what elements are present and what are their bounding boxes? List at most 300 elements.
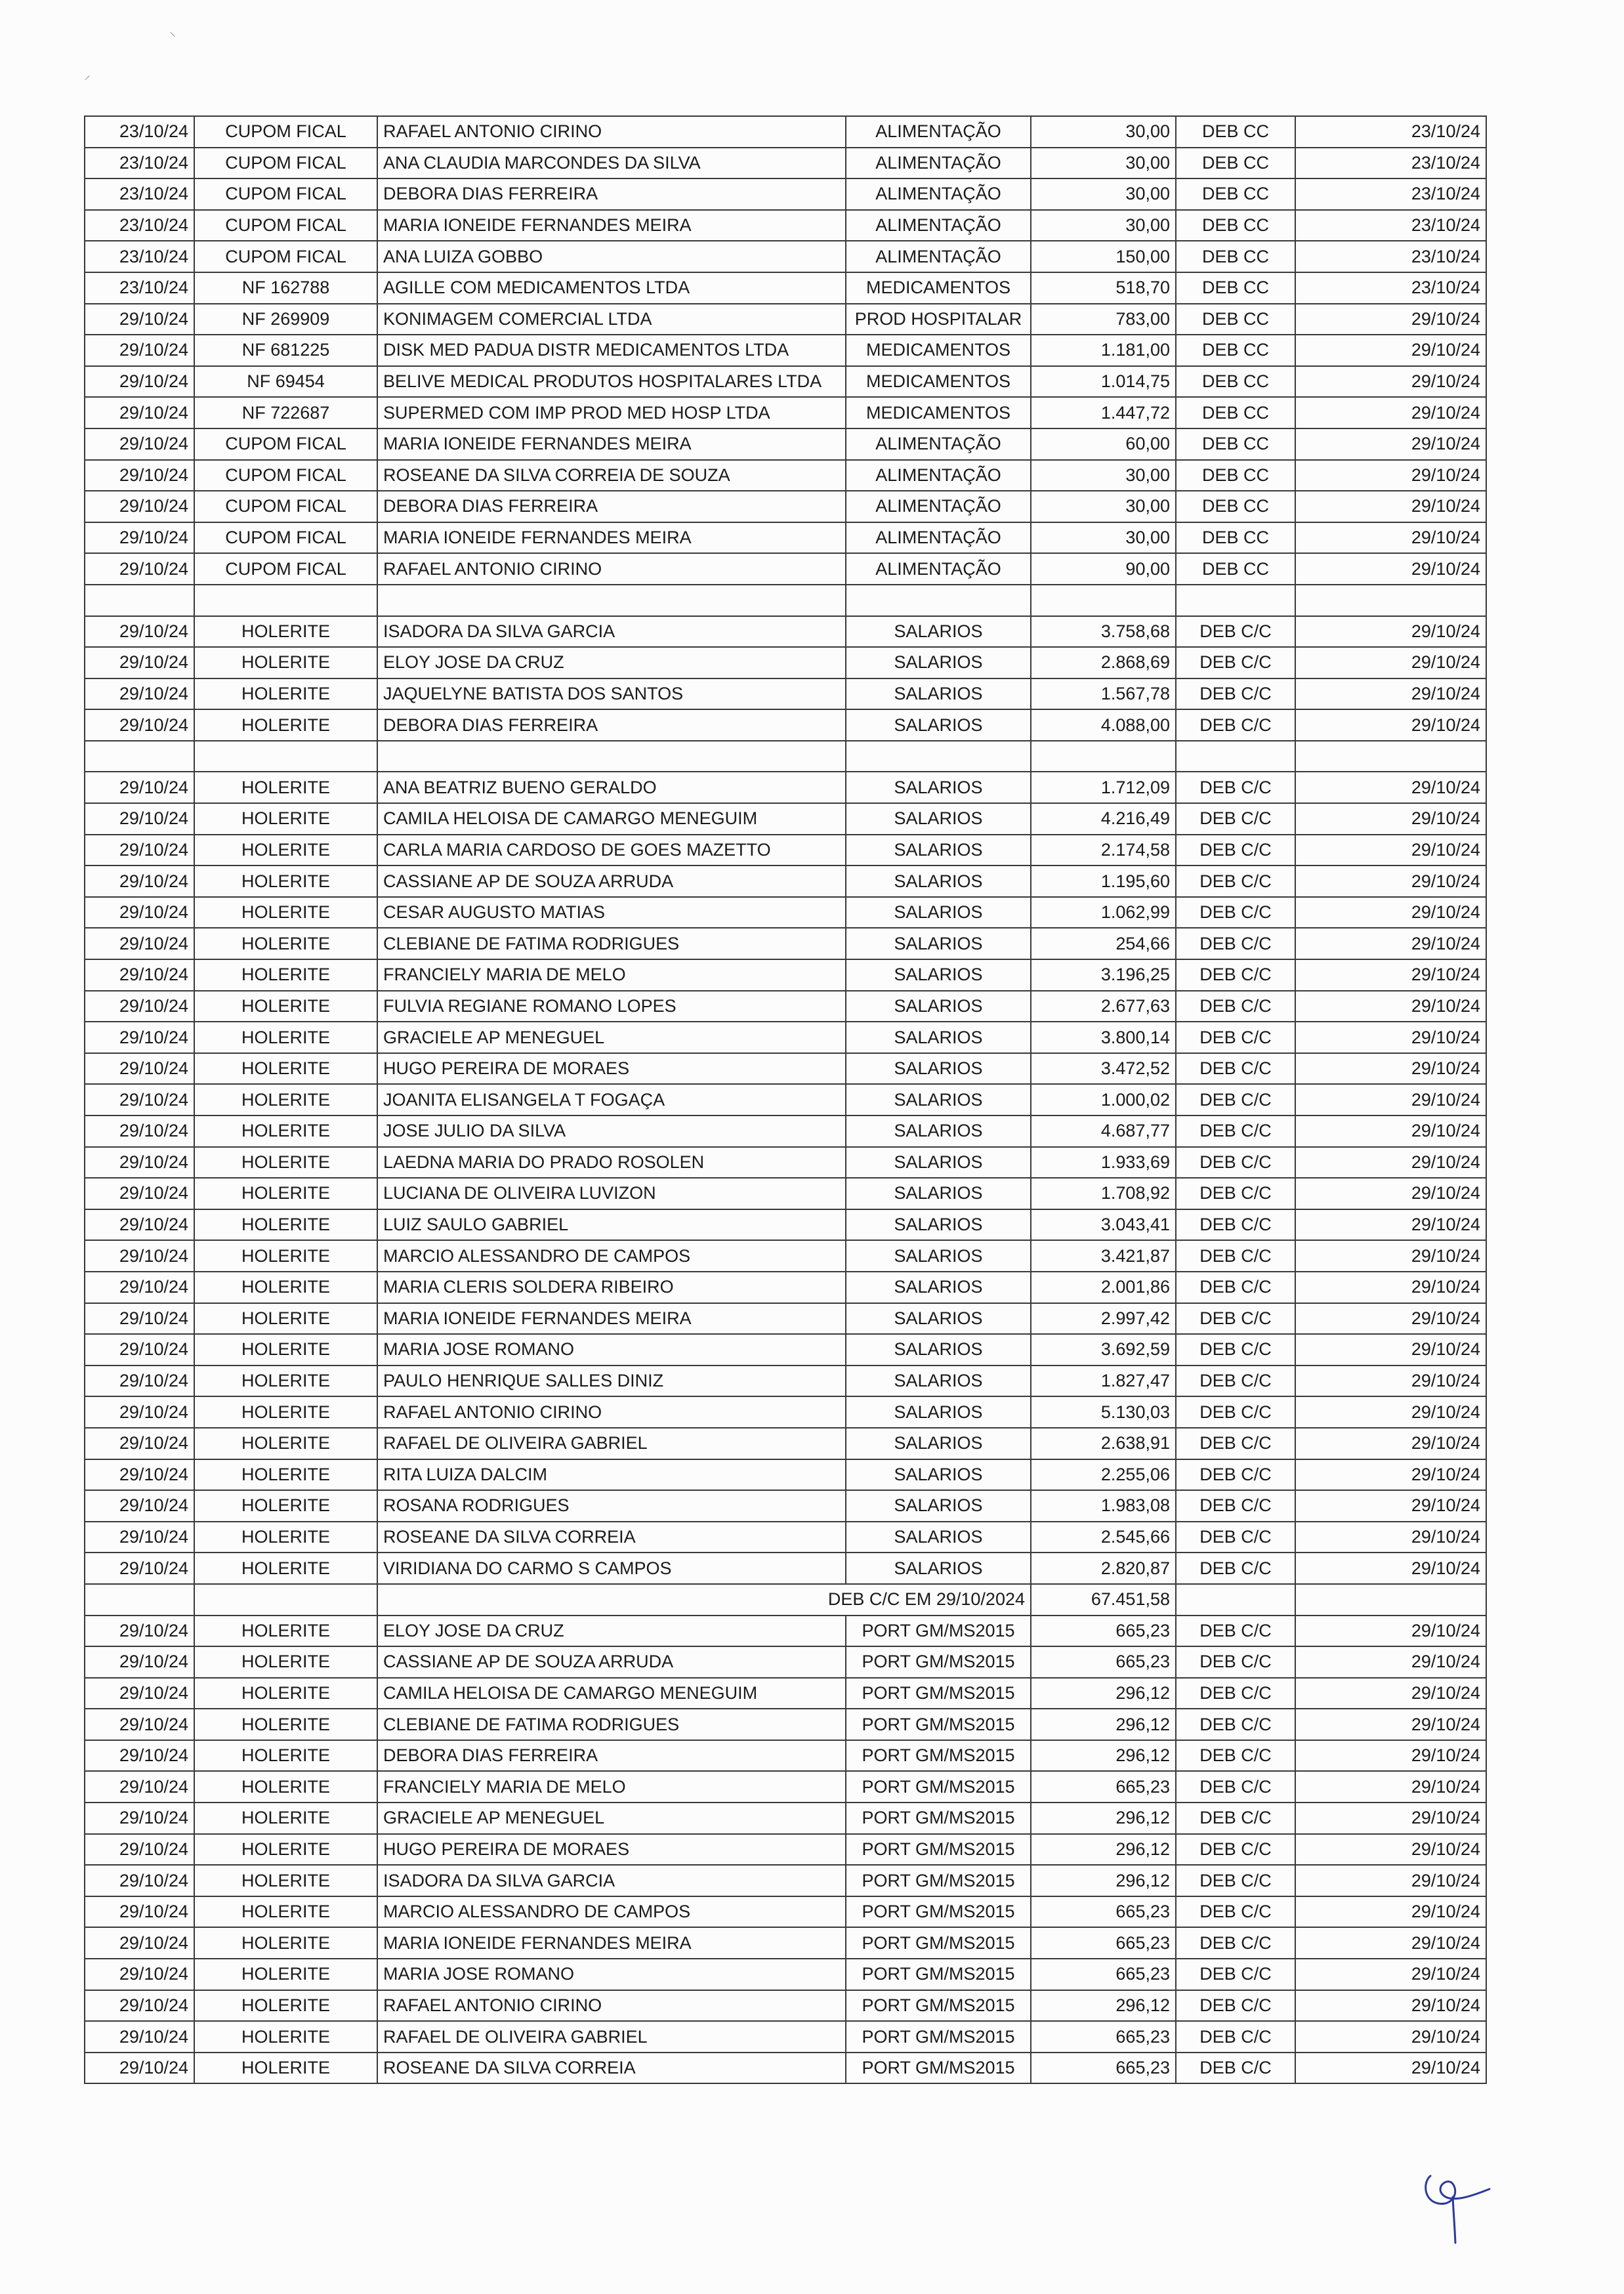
payment-date: 29/10/24 bbox=[1295, 1053, 1486, 1085]
entry-date: 29/10/24 bbox=[85, 803, 194, 835]
expense-category: ALIMENTAÇÃO bbox=[846, 210, 1031, 241]
entry-date: 29/10/24 bbox=[85, 460, 194, 491]
expense-category: SALARIOS bbox=[846, 897, 1031, 928]
payee-name: RAFAEL DE OLIVEIRA GABRIEL bbox=[377, 1428, 846, 1459]
payment-date: 29/10/24 bbox=[1295, 865, 1486, 897]
document-ref: HOLERITE bbox=[194, 678, 377, 710]
payment-type: DEB C/C bbox=[1176, 616, 1295, 648]
payment-type: DEB C/C bbox=[1176, 678, 1295, 710]
entry-date: 29/10/24 bbox=[85, 1240, 194, 1272]
payment-type: DEB C/C bbox=[1176, 1366, 1295, 1397]
payment-type: DEB CC bbox=[1176, 366, 1295, 398]
expense-category: ALIMENTAÇÃO bbox=[846, 553, 1031, 585]
payment-type: DEB C/C bbox=[1176, 803, 1295, 835]
table-row bbox=[85, 1834, 1486, 1866]
amount: 30,00 bbox=[1031, 491, 1176, 522]
amount: 2.174,58 bbox=[1031, 835, 1176, 866]
payment-type: DEB CC bbox=[1176, 428, 1295, 460]
document-ref: HOLERITE bbox=[194, 772, 377, 803]
amount: 254,66 bbox=[1031, 928, 1176, 959]
payment-type: DEB CC bbox=[1176, 178, 1295, 210]
amount: 2.638,91 bbox=[1031, 1428, 1176, 1459]
expense-category: SALARIOS bbox=[846, 1553, 1031, 1584]
document-ref: CUPOM FICAL bbox=[194, 428, 377, 460]
payment-type: DEB C/C bbox=[1176, 1240, 1295, 1272]
amount bbox=[1031, 585, 1176, 616]
document-ref: HOLERITE bbox=[194, 1303, 377, 1335]
payee-name: BELIVE MEDICAL PRODUTOS HOSPITALARES LTDA bbox=[377, 366, 846, 398]
entry-date: 29/10/24 bbox=[85, 1927, 194, 1959]
payment-type: DEB C/C bbox=[1176, 647, 1295, 678]
document-ref: HOLERITE bbox=[194, 1709, 377, 1740]
amount: 665,23 bbox=[1031, 1616, 1176, 1647]
payment-type: DEB C/C bbox=[1176, 835, 1295, 866]
entry-date: 29/10/24 bbox=[85, 772, 194, 803]
entry-date: 29/10/24 bbox=[85, 835, 194, 866]
amount: 296,12 bbox=[1031, 1990, 1176, 2022]
table-row bbox=[85, 1209, 1486, 1241]
payment-date: 29/10/24 bbox=[1295, 460, 1486, 491]
expense-category: PORT GM/MS2015 bbox=[846, 1616, 1031, 1647]
payment-date: 29/10/24 bbox=[1295, 1272, 1486, 1303]
payment-type: DEB C/C bbox=[1176, 928, 1295, 959]
table-row bbox=[85, 897, 1486, 928]
amount: 2.677,63 bbox=[1031, 991, 1176, 1022]
payee-name: LUCIANA DE OLIVEIRA LUVIZON bbox=[377, 1178, 846, 1209]
amount: 296,12 bbox=[1031, 1803, 1176, 1834]
amount: 3.758,68 bbox=[1031, 616, 1176, 648]
payee-name: PAULO HENRIQUE SALLES DINIZ bbox=[377, 1366, 846, 1397]
payment-type: DEB C/C bbox=[1176, 1209, 1295, 1241]
entry-date: 29/10/24 bbox=[85, 1147, 194, 1178]
payment-type: DEB C/C bbox=[1176, 959, 1295, 991]
payment-date: 29/10/24 bbox=[1295, 1428, 1486, 1459]
payment-date: 29/10/24 bbox=[1295, 553, 1486, 585]
amount: 4.216,49 bbox=[1031, 803, 1176, 835]
payee-name: CARLA MARIA CARDOSO DE GOES MAZETTO bbox=[377, 835, 846, 866]
table-row bbox=[85, 1147, 1486, 1178]
amount: 1.712,09 bbox=[1031, 772, 1176, 803]
table-row bbox=[85, 1678, 1486, 1709]
payment-date: 29/10/24 bbox=[1295, 1147, 1486, 1178]
document-ref: CUPOM FICAL bbox=[194, 522, 377, 554]
amount: 4.088,00 bbox=[1031, 709, 1176, 741]
amount: 1.181,00 bbox=[1031, 335, 1176, 366]
entry-date: 29/10/24 bbox=[85, 1022, 194, 1053]
payment-date: 29/10/24 bbox=[1295, 522, 1486, 554]
amount: 665,23 bbox=[1031, 2021, 1176, 2053]
payment-type: DEB C/C bbox=[1176, 1896, 1295, 1928]
payment-type: DEB C/C bbox=[1176, 1990, 1295, 2022]
payment-type: DEB C/C bbox=[1176, 1834, 1295, 1866]
document-ref: HOLERITE bbox=[194, 1959, 377, 1990]
payee-name: ELOY JOSE DA CRUZ bbox=[377, 1616, 846, 1647]
amount: 2.545,66 bbox=[1031, 1522, 1176, 1553]
payee-name: CLEBIANE DE FATIMA RODRIGUES bbox=[377, 1709, 846, 1740]
document-ref: NF 162788 bbox=[194, 272, 377, 304]
amount: 30,00 bbox=[1031, 178, 1176, 210]
payment-date: 29/10/24 bbox=[1295, 428, 1486, 460]
entry-date: 29/10/24 bbox=[85, 1178, 194, 1209]
amount: 1.827,47 bbox=[1031, 1366, 1176, 1397]
document-ref: HOLERITE bbox=[194, 928, 377, 959]
empty-cell bbox=[1295, 1584, 1486, 1616]
amount: 1.062,99 bbox=[1031, 897, 1176, 928]
payee-name: JOANITA ELISANGELA T FOGAÇA bbox=[377, 1084, 846, 1116]
amount: 1.195,60 bbox=[1031, 865, 1176, 897]
document-ref: CUPOM FICAL bbox=[194, 116, 377, 148]
payment-date: 29/10/24 bbox=[1295, 1959, 1486, 1990]
payment-date: 29/10/24 bbox=[1295, 1740, 1486, 1772]
entry-date: 29/10/24 bbox=[85, 1428, 194, 1459]
payment-date: 29/10/24 bbox=[1295, 616, 1486, 648]
payment-type: DEB C/C bbox=[1176, 1646, 1295, 1678]
payee-name: JAQUELYNE BATISTA DOS SANTOS bbox=[377, 678, 846, 710]
expense-category: SALARIOS bbox=[846, 1240, 1031, 1272]
payee-name bbox=[377, 741, 846, 772]
table-row bbox=[85, 1522, 1486, 1553]
amount: 3.421,87 bbox=[1031, 1240, 1176, 1272]
document-ref: HOLERITE bbox=[194, 1678, 377, 1709]
amount: 30,00 bbox=[1031, 116, 1176, 148]
amount: 2.868,69 bbox=[1031, 647, 1176, 678]
document-ref: HOLERITE bbox=[194, 1616, 377, 1647]
payment-date: 29/10/24 bbox=[1295, 959, 1486, 991]
amount: 783,00 bbox=[1031, 304, 1176, 335]
expense-category: SALARIOS bbox=[846, 1522, 1031, 1553]
amount: 3.692,59 bbox=[1031, 1334, 1176, 1366]
amount: 90,00 bbox=[1031, 553, 1176, 585]
expense-category: PORT GM/MS2015 bbox=[846, 2021, 1031, 2053]
document-ref: HOLERITE bbox=[194, 959, 377, 991]
table-row bbox=[85, 460, 1486, 491]
payee-name: ISADORA DA SILVA GARCIA bbox=[377, 1865, 846, 1896]
payment-type bbox=[1176, 585, 1295, 616]
payment-type: DEB CC bbox=[1176, 272, 1295, 304]
payment-date: 29/10/24 bbox=[1295, 335, 1486, 366]
amount: 1.000,02 bbox=[1031, 1084, 1176, 1116]
document-ref: HOLERITE bbox=[194, 1490, 377, 1522]
entry-date: 29/10/24 bbox=[85, 928, 194, 959]
entry-date: 29/10/24 bbox=[85, 991, 194, 1022]
expense-category: SALARIOS bbox=[846, 865, 1031, 897]
payment-date: 29/10/24 bbox=[1295, 1396, 1486, 1428]
payee-name: MARIA IONEIDE FERNANDES MEIRA bbox=[377, 1927, 846, 1959]
ledger-body bbox=[85, 116, 1486, 2083]
amount: 30,00 bbox=[1031, 148, 1176, 179]
payment-date: 29/10/24 bbox=[1295, 1834, 1486, 1866]
amount: 4.687,77 bbox=[1031, 1116, 1176, 1147]
entry-date: 29/10/24 bbox=[85, 1553, 194, 1584]
document-ref: NF 722687 bbox=[194, 397, 377, 428]
document-ref: HOLERITE bbox=[194, 1990, 377, 2022]
table-row bbox=[85, 335, 1486, 366]
expense-category: SALARIOS bbox=[846, 678, 1031, 710]
document-ref: CUPOM FICAL bbox=[194, 210, 377, 241]
expense-category: SALARIOS bbox=[846, 709, 1031, 741]
payment-date: 29/10/24 bbox=[1295, 1334, 1486, 1366]
expense-category: PORT GM/MS2015 bbox=[846, 1990, 1031, 2022]
payment-date: 29/10/24 bbox=[1295, 1553, 1486, 1584]
document-ref: HOLERITE bbox=[194, 1771, 377, 1803]
entry-date: 29/10/24 bbox=[85, 1084, 194, 1116]
amount: 296,12 bbox=[1031, 1740, 1176, 1772]
document-ref: HOLERITE bbox=[194, 1522, 377, 1553]
table-row bbox=[85, 1803, 1486, 1834]
table-row bbox=[85, 1022, 1486, 1053]
payment-type: DEB CC bbox=[1176, 148, 1295, 179]
payee-name: MARIA IONEIDE FERNANDES MEIRA bbox=[377, 522, 846, 554]
table-row bbox=[85, 1990, 1486, 2022]
document-ref: HOLERITE bbox=[194, 709, 377, 741]
payee-name bbox=[377, 585, 846, 616]
amount: 665,23 bbox=[1031, 2053, 1176, 2084]
payee-name: LAEDNA MARIA DO PRADO ROSOLEN bbox=[377, 1147, 846, 1178]
payee-name: CASSIANE AP DE SOUZA ARRUDA bbox=[377, 1646, 846, 1678]
payment-date: 29/10/24 bbox=[1295, 366, 1486, 398]
entry-date: 29/10/24 bbox=[85, 1803, 194, 1834]
payment-date: 29/10/24 bbox=[1295, 1803, 1486, 1834]
document-ref: HOLERITE bbox=[194, 616, 377, 648]
payee-name: CLEBIANE DE FATIMA RODRIGUES bbox=[377, 928, 846, 959]
document-ref: HOLERITE bbox=[194, 1053, 377, 1085]
payment-date: 29/10/24 bbox=[1295, 678, 1486, 710]
payment-type: DEB C/C bbox=[1176, 1709, 1295, 1740]
entry-date: 29/10/24 bbox=[85, 335, 194, 366]
table-row bbox=[85, 210, 1486, 241]
payment-date: 29/10/24 bbox=[1295, 1522, 1486, 1553]
entry-date: 29/10/24 bbox=[85, 1209, 194, 1241]
entry-date: 23/10/24 bbox=[85, 241, 194, 272]
entry-date: 29/10/24 bbox=[85, 366, 194, 398]
table-row bbox=[85, 1053, 1486, 1085]
table-row bbox=[85, 2021, 1486, 2053]
payment-type: DEB C/C bbox=[1176, 1771, 1295, 1803]
payment-type: DEB C/C bbox=[1176, 1022, 1295, 1053]
amount: 665,23 bbox=[1031, 1646, 1176, 1678]
amount: 296,12 bbox=[1031, 1678, 1176, 1709]
amount: 1.708,92 bbox=[1031, 1178, 1176, 1209]
payment-date: 29/10/24 bbox=[1295, 1616, 1486, 1647]
document-ref: NF 269909 bbox=[194, 304, 377, 335]
payment-date: 29/10/24 bbox=[1295, 1709, 1486, 1740]
amount: 30,00 bbox=[1031, 522, 1176, 554]
payment-date bbox=[1295, 741, 1486, 772]
expense-category: PORT GM/MS2015 bbox=[846, 1959, 1031, 1990]
payment-type: DEB CC bbox=[1176, 460, 1295, 491]
entry-date: 29/10/24 bbox=[85, 1678, 194, 1709]
entry-date: 29/10/24 bbox=[85, 1990, 194, 2022]
expense-category: PORT GM/MS2015 bbox=[846, 1646, 1031, 1678]
expense-category: SALARIOS bbox=[846, 1334, 1031, 1366]
table-row bbox=[85, 959, 1486, 991]
expense-category: SALARIOS bbox=[846, 1272, 1031, 1303]
entry-date: 29/10/24 bbox=[85, 428, 194, 460]
payment-type: DEB CC bbox=[1176, 304, 1295, 335]
payee-name: RAFAEL ANTONIO CIRINO bbox=[377, 1990, 846, 2022]
document-ref bbox=[194, 585, 377, 616]
payment-type: DEB CC bbox=[1176, 241, 1295, 272]
scan-speck: ⸌ bbox=[169, 30, 176, 45]
entry-date: 29/10/24 bbox=[85, 678, 194, 710]
payee-name: FRANCIELY MARIA DE MELO bbox=[377, 959, 846, 991]
payment-date: 29/10/24 bbox=[1295, 803, 1486, 835]
payment-date: 29/10/24 bbox=[1295, 397, 1486, 428]
payment-type: DEB CC bbox=[1176, 335, 1295, 366]
payment-type: DEB C/C bbox=[1176, 1927, 1295, 1959]
payee-name: DEBORA DIAS FERREIRA bbox=[377, 491, 846, 522]
payee-name: ANA BEATRIZ BUENO GERALDO bbox=[377, 772, 846, 803]
expense-category: SALARIOS bbox=[846, 803, 1031, 835]
document-ref: HOLERITE bbox=[194, 865, 377, 897]
payment-date: 29/10/24 bbox=[1295, 1771, 1486, 1803]
document-ref: CUPOM FICAL bbox=[194, 148, 377, 179]
payment-date: 23/10/24 bbox=[1295, 210, 1486, 241]
entry-date: 23/10/24 bbox=[85, 116, 194, 148]
entry-date: 29/10/24 bbox=[85, 1646, 194, 1678]
payment-type: DEB C/C bbox=[1176, 1459, 1295, 1491]
table-row bbox=[85, 772, 1486, 803]
payment-type: DEB C/C bbox=[1176, 1178, 1295, 1209]
entry-date: 29/10/24 bbox=[85, 1616, 194, 1647]
payment-type: DEB CC bbox=[1176, 210, 1295, 241]
entry-date: 29/10/24 bbox=[85, 1366, 194, 1397]
table-row bbox=[85, 678, 1486, 710]
payment-date: 29/10/24 bbox=[1295, 2053, 1486, 2084]
expense-category: SALARIOS bbox=[846, 835, 1031, 866]
payee-name: MARIA IONEIDE FERNANDES MEIRA bbox=[377, 210, 846, 241]
payee-name: FRANCIELY MARIA DE MELO bbox=[377, 1771, 846, 1803]
entry-date: 29/10/24 bbox=[85, 397, 194, 428]
payment-type: DEB CC bbox=[1176, 116, 1295, 148]
expense-category: SALARIOS bbox=[846, 1366, 1031, 1397]
table-row bbox=[85, 1740, 1486, 1772]
payee-name: MARIA JOSE ROMANO bbox=[377, 1334, 846, 1366]
payment-type: DEB C/C bbox=[1176, 1490, 1295, 1522]
expense-category: ALIMENTAÇÃO bbox=[846, 522, 1031, 554]
table-row bbox=[85, 1959, 1486, 1990]
payee-name: ANA LUIZA GOBBO bbox=[377, 241, 846, 272]
payee-name: CESAR AUGUSTO MATIAS bbox=[377, 897, 846, 928]
table-row bbox=[85, 1865, 1486, 1896]
scan-speck: ⸍ bbox=[84, 73, 91, 88]
document-ref bbox=[194, 741, 377, 772]
entry-date: 29/10/24 bbox=[85, 1490, 194, 1522]
document-ref: HOLERITE bbox=[194, 1428, 377, 1459]
payment-type bbox=[1176, 741, 1295, 772]
amount: 2.001,86 bbox=[1031, 1272, 1176, 1303]
table-row bbox=[85, 616, 1486, 648]
amount: 1.983,08 bbox=[1031, 1490, 1176, 1522]
document-ref: CUPOM FICAL bbox=[194, 460, 377, 491]
payment-date: 29/10/24 bbox=[1295, 1084, 1486, 1116]
amount: 1.447,72 bbox=[1031, 397, 1176, 428]
amount: 665,23 bbox=[1031, 1959, 1176, 1990]
document-ref: CUPOM FICAL bbox=[194, 178, 377, 210]
payment-type: DEB CC bbox=[1176, 397, 1295, 428]
payee-name: ROSEANE DA SILVA CORREIA DE SOUZA bbox=[377, 460, 846, 491]
expense-category: PORT GM/MS2015 bbox=[846, 2053, 1031, 2084]
payee-name: ISADORA DA SILVA GARCIA bbox=[377, 616, 846, 648]
table-row bbox=[85, 1459, 1486, 1491]
expense-category: SALARIOS bbox=[846, 1303, 1031, 1335]
entry-date bbox=[85, 585, 194, 616]
payee-name: DISK MED PADUA DISTR MEDICAMENTOS LTDA bbox=[377, 335, 846, 366]
expense-category bbox=[846, 585, 1031, 616]
payment-date: 29/10/24 bbox=[1295, 1303, 1486, 1335]
handwritten-initial-signature bbox=[1416, 2156, 1495, 2248]
table-row bbox=[85, 1553, 1486, 1584]
payee-name: AGILLE COM MEDICAMENTOS LTDA bbox=[377, 272, 846, 304]
table-row bbox=[85, 366, 1486, 398]
document-ref: HOLERITE bbox=[194, 2053, 377, 2084]
payment-date: 23/10/24 bbox=[1295, 116, 1486, 148]
document-ref: HOLERITE bbox=[194, 1553, 377, 1584]
payment-type: DEB C/C bbox=[1176, 1428, 1295, 1459]
table-row bbox=[85, 865, 1486, 897]
payment-type: DEB C/C bbox=[1176, 1272, 1295, 1303]
payee-name: HUGO PEREIRA DE MORAES bbox=[377, 1053, 846, 1085]
empty-cell bbox=[1176, 1584, 1295, 1616]
document-ref: NF 681225 bbox=[194, 335, 377, 366]
document-ref: HOLERITE bbox=[194, 897, 377, 928]
amount: 150,00 bbox=[1031, 241, 1176, 272]
document-ref: HOLERITE bbox=[194, 803, 377, 835]
amount: 5.130,03 bbox=[1031, 1396, 1176, 1428]
entry-date: 29/10/24 bbox=[85, 1834, 194, 1866]
expense-category: SALARIOS bbox=[846, 1084, 1031, 1116]
table-row bbox=[85, 991, 1486, 1022]
amount: 665,23 bbox=[1031, 1771, 1176, 1803]
expense-ledger-table bbox=[84, 115, 1487, 2084]
expense-category: PORT GM/MS2015 bbox=[846, 1896, 1031, 1928]
table-row bbox=[85, 1116, 1486, 1147]
subtotal-row bbox=[85, 1584, 1486, 1616]
payment-date: 29/10/24 bbox=[1295, 991, 1486, 1022]
document-ref: HOLERITE bbox=[194, 1927, 377, 1959]
document-ref: HOLERITE bbox=[194, 1334, 377, 1366]
payment-type: DEB C/C bbox=[1176, 1303, 1295, 1335]
payee-name: ROSEANE DA SILVA CORREIA bbox=[377, 1522, 846, 1553]
table-row bbox=[85, 553, 1486, 585]
table-row bbox=[85, 1303, 1486, 1335]
payment-type: DEB C/C bbox=[1176, 709, 1295, 741]
expense-category: PORT GM/MS2015 bbox=[846, 1709, 1031, 1740]
payment-date: 29/10/24 bbox=[1295, 1209, 1486, 1241]
document-ref: HOLERITE bbox=[194, 1116, 377, 1147]
payee-name: MARIA IONEIDE FERNANDES MEIRA bbox=[377, 428, 846, 460]
amount: 2.820,87 bbox=[1031, 1553, 1176, 1584]
payee-name: MARIA IONEIDE FERNANDES MEIRA bbox=[377, 1303, 846, 1335]
payment-date: 29/10/24 bbox=[1295, 1366, 1486, 1397]
expense-category: SALARIOS bbox=[846, 1459, 1031, 1491]
expense-category bbox=[846, 741, 1031, 772]
document-ref: HOLERITE bbox=[194, 2021, 377, 2053]
payment-date: 29/10/24 bbox=[1295, 1646, 1486, 1678]
amount: 296,12 bbox=[1031, 1709, 1176, 1740]
table-row bbox=[85, 709, 1486, 741]
payee-name: RAFAEL ANTONIO CIRINO bbox=[377, 116, 846, 148]
expense-category: ALIMENTAÇÃO bbox=[846, 148, 1031, 179]
amount: 3.196,25 bbox=[1031, 959, 1176, 991]
payee-name: CAMILA HELOISA DE CAMARGO MENEGUIM bbox=[377, 1678, 846, 1709]
payee-name: CASSIANE AP DE SOUZA ARRUDA bbox=[377, 865, 846, 897]
amount: 60,00 bbox=[1031, 428, 1176, 460]
entry-date: 29/10/24 bbox=[85, 959, 194, 991]
table-row bbox=[85, 1490, 1486, 1522]
entry-date: 29/10/24 bbox=[85, 304, 194, 335]
payment-type: DEB C/C bbox=[1176, 1147, 1295, 1178]
